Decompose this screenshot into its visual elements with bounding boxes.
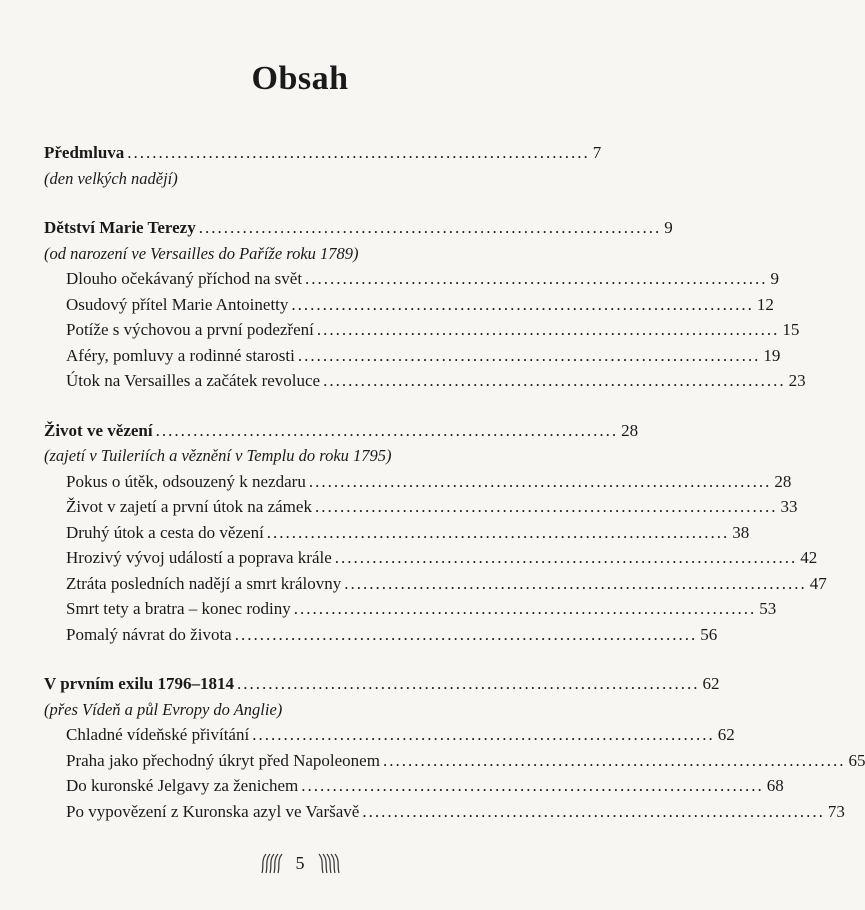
dot-leader: .......................................................................... <box>316 320 780 339</box>
toc-subchapter-entry[interactable] <box>44 292 774 318</box>
toc-subchapter-entry-label: Aféry, pomluvy a rodinné starosti <box>66 345 295 365</box>
toc-subchapter-entry-label: Ztráta posledních nadějí a smrt královny <box>66 573 342 593</box>
dot-leader: .......................................................................... <box>198 218 662 237</box>
chapter-subtitle: (zajetí v Tuileriích a věznění v Templu do roku 1795) <box>44 446 392 465</box>
toc-subchapter-entry-label: Chladné vídeňské přivítání <box>66 725 250 744</box>
toc-subchapter-entry-page-number: 56 <box>700 624 718 644</box>
toc-subchapter-entry-label: Do kuronské Jelgavy za ženichem <box>66 776 299 795</box>
toc-chapter-entry[interactable] <box>44 215 673 241</box>
flourish-ornament-icon <box>317 848 343 878</box>
dot-leader: .......................................................................... <box>237 674 700 693</box>
toc-subchapter-entry-label: Praha jako přechodný úkryt před Napoleonem <box>66 750 380 770</box>
toc-subchapter-entry-page-number: 47 <box>809 573 827 593</box>
toc-subchapter-entry[interactable] <box>44 773 784 799</box>
toc-section <box>44 671 865 824</box>
toc-subchapter-entry[interactable] <box>44 748 865 774</box>
dot-leader: .......................................................................... <box>291 294 754 314</box>
toc-subchapter-entry-label: Dlouho očekávaný příchod na svět <box>66 269 303 288</box>
toc-subchapter-entry[interactable] <box>44 368 806 394</box>
toc-chapter-entry[interactable] <box>44 671 720 697</box>
toc-subchapter-entry[interactable] <box>44 266 780 292</box>
toc-subchapter-entry-label: Potíže s výchovou a první podezření <box>66 320 314 339</box>
page-number: 5 <box>295 852 305 873</box>
toc-subchapter-entry-page-number: 15 <box>782 320 800 339</box>
toc-subchapter-entry[interactable] <box>44 596 777 622</box>
toc-subchapter-entry-label: Po vypovězení z Kuronska azyl ve Varšavě <box>66 801 360 821</box>
toc-section <box>44 418 827 648</box>
toc-subchapter-entry[interactable] <box>44 494 798 520</box>
dot-leader: .......................................................................... <box>305 269 768 288</box>
toc-chapter-entry[interactable] <box>44 140 602 166</box>
toc-chapter-entry-page-number: 62 <box>702 674 720 693</box>
toc-subchapter-entry-page-number: 65 <box>848 750 865 770</box>
toc-subchapter-entry[interactable] <box>44 317 800 343</box>
dot-leader: .......................................................................... <box>234 624 698 644</box>
toc-chapter-entry-label: Předmluva <box>44 143 125 162</box>
toc-subchapter-entry-label: Život v zajetí a první útok na zámek <box>66 497 312 516</box>
toc-section <box>44 140 602 191</box>
toc-subchapter-entry-label: Pokus o útěk, odsouzený k nezdaru <box>66 471 306 491</box>
dot-leader: .......................................................................... <box>382 750 846 770</box>
flourish-ornament-icon <box>258 848 284 878</box>
dot-leader: .......................................................................... <box>155 420 619 440</box>
toc-subchapter-entry[interactable] <box>44 722 735 748</box>
toc-subchapter-entry-page-number: 68 <box>766 776 784 795</box>
toc-subchapter-entry-label: Pomalý návrat do života <box>66 624 232 644</box>
toc-subchapter-entry[interactable] <box>44 545 818 571</box>
toc-subchapter-entry-page-number: 23 <box>788 371 806 390</box>
toc-section <box>44 215 806 394</box>
dot-leader: .......................................................................... <box>252 725 715 744</box>
toc-subchapter-entry-page-number: 62 <box>717 725 735 744</box>
toc-subchapter-entry-label: Druhý útok a cesta do vězení <box>66 522 264 542</box>
toc-chapter-entry[interactable] <box>44 418 639 444</box>
dot-leader: .......................................................................... <box>334 548 798 567</box>
chapter-subtitle: (den velkých nadějí) <box>44 168 178 188</box>
toc-subchapter-entry-label: Hrozivý vývoj událostí a poprava krále <box>66 548 332 567</box>
dot-leader: .......................................................................... <box>293 599 757 618</box>
dot-leader: .......................................................................... <box>127 143 590 162</box>
toc-subchapter-entry-page-number: 42 <box>800 548 818 567</box>
toc-subchapter-entry-page-number: 28 <box>774 471 792 491</box>
chapter-subtitle: (od narození ve Versailles do Paříže roku 1789) <box>44 243 359 263</box>
table-of-contents <box>44 140 865 848</box>
toc-subchapter-entry[interactable] <box>44 622 718 648</box>
toc-subchapter-entry-page-number: 53 <box>759 599 777 618</box>
toc-subchapter-entry-page-number: 33 <box>780 497 798 516</box>
toc-subchapter-entry[interactable] <box>44 343 781 369</box>
toc-subchapter-entry[interactable] <box>44 571 827 597</box>
toc-subchapter-entry-page-number: 19 <box>763 345 781 365</box>
toc-subchapter-entry[interactable] <box>44 799 845 825</box>
toc-chapter-entry-label: Život ve vězení <box>44 420 153 440</box>
toc-subchapter-entry-label: Smrt tety a bratra – konec rodiny <box>66 599 291 618</box>
dot-leader: .......................................................................... <box>344 573 807 593</box>
dot-leader: .......................................................................... <box>314 497 778 516</box>
page-title: Obsah <box>251 60 349 97</box>
dot-leader: .......................................................................... <box>362 801 825 821</box>
dot-leader: .......................................................................... <box>301 776 764 795</box>
toc-subchapter-entry-page-number: 73 <box>827 801 845 821</box>
toc-chapter-entry-page-number: 9 <box>664 218 673 237</box>
toc-subchapter-entry-label: Útok na Versailles a začátek revoluce <box>66 371 321 390</box>
dot-leader: .......................................................................... <box>308 471 772 491</box>
toc-subchapter-entry-label: Osudový přítel Marie Antoinetty <box>66 294 289 314</box>
toc-chapter-entry-label: Dětství Marie Terezy <box>44 218 196 237</box>
dot-leader: .......................................................................... <box>323 371 786 390</box>
toc-subchapter-entry[interactable] <box>44 520 750 546</box>
toc-subchapter-entry-page-number: 12 <box>756 294 774 314</box>
chapter-subtitle: (přes Vídeň a půl Evropy do Anglie) <box>44 699 283 719</box>
dot-leader: .......................................................................... <box>297 345 761 365</box>
toc-subchapter-entry[interactable] <box>44 469 792 495</box>
toc-subchapter-entry-page-number: 9 <box>770 269 780 288</box>
toc-chapter-entry-page-number: 7 <box>592 143 602 162</box>
toc-subchapter-entry-page-number: 38 <box>732 522 750 542</box>
dot-leader: .......................................................................... <box>266 522 730 542</box>
page-footer <box>0 848 600 878</box>
toc-chapter-entry-label: V prvním exilu 1796–1814 <box>44 674 235 693</box>
toc-chapter-entry-page-number: 28 <box>621 420 639 440</box>
